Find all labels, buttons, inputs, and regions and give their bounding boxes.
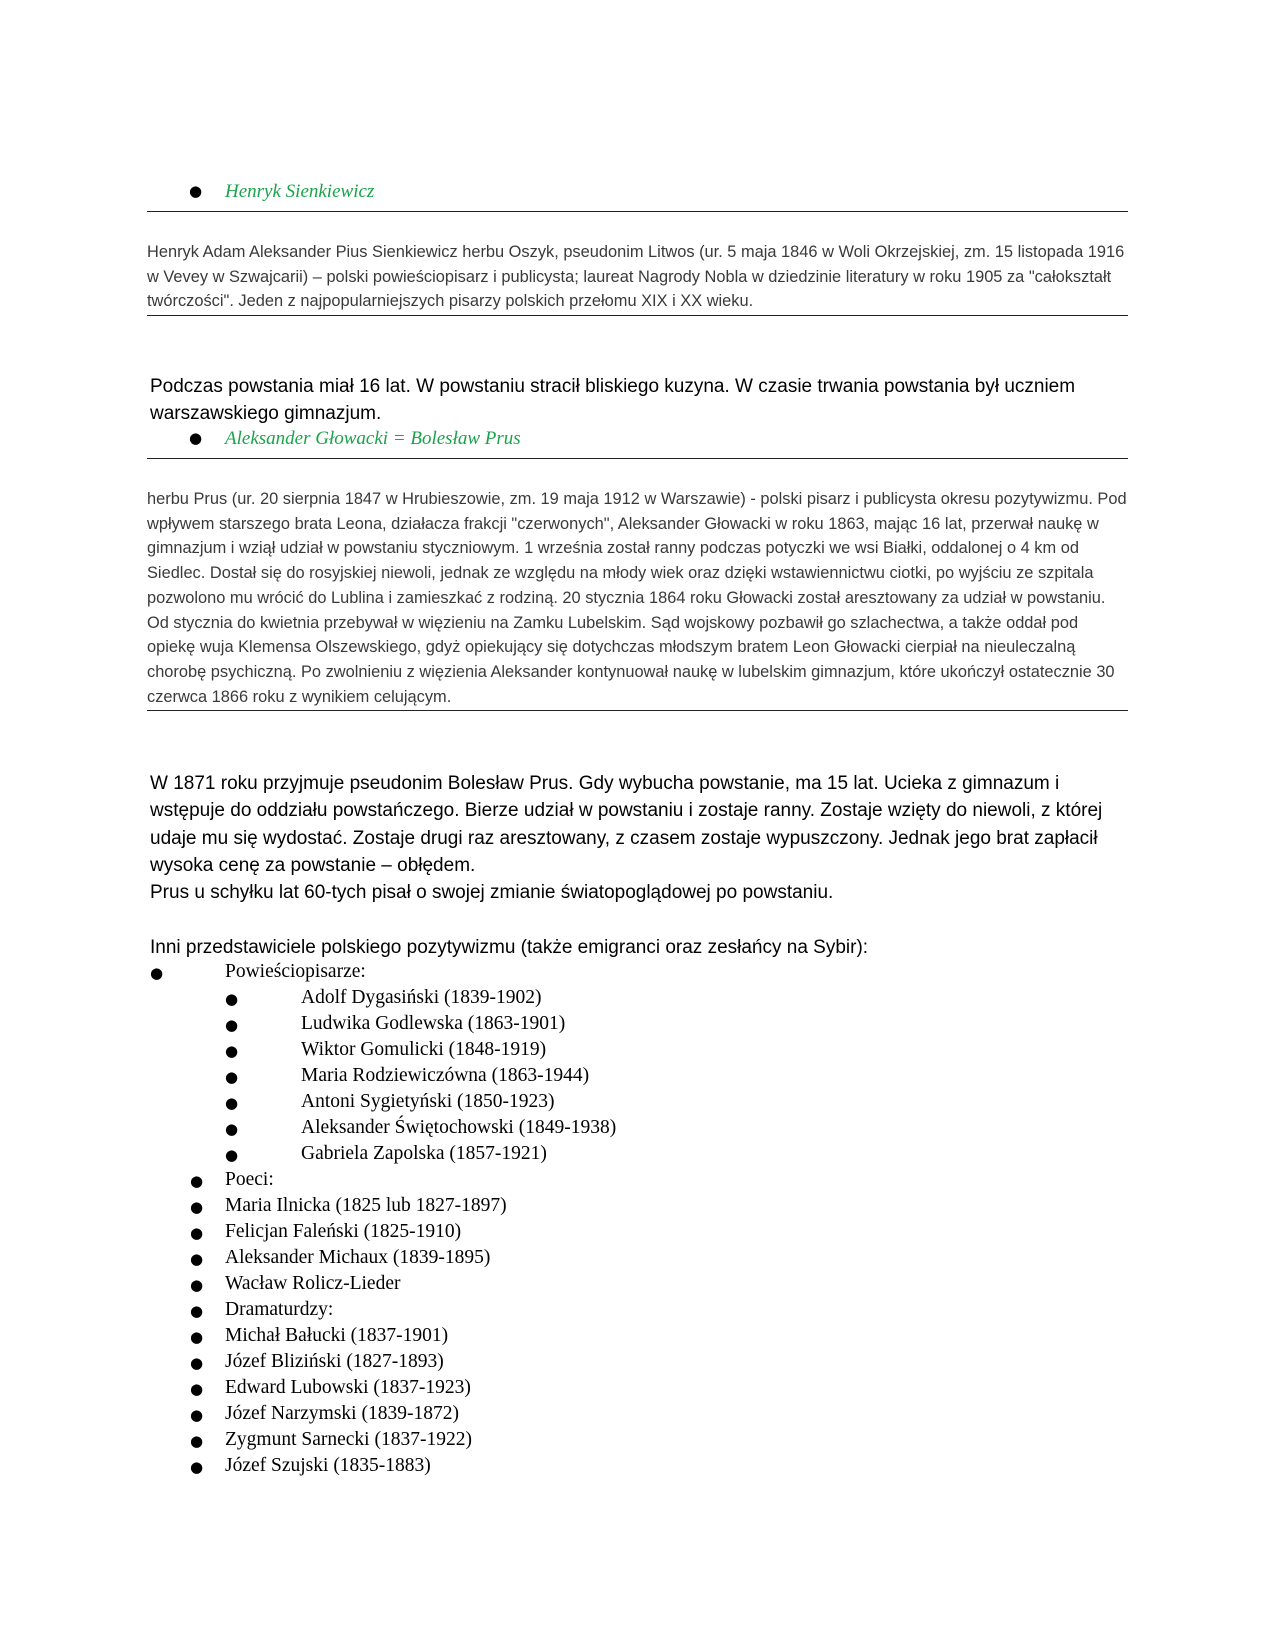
bullet-icon: ●: [225, 1094, 239, 1112]
quote-sienkiewicz: Henryk Adam Aleksander Pius Sienkiewicz herbu Oszyk, pseudonim Litwos (ur. 5 maja 1846 w Woli Okrzejskiej, zm. 15 listopada 1916 w Vevey w Szwajcarii) – polski powieściopisarz i publicysta; laureat Nagrody Nobla w dziedzinie literatury w roku 1905 za "całokształt twórczości". Jeden z najpopularniejszych pisarzy polskich przełomu XIX i XX wieku.: [147, 240, 1128, 316]
bullet-icon: ●: [190, 1198, 204, 1216]
paragraph-prus-worldview: Prus u schyłku lat 60-tych pisał o swojej zmianie światopoglądowej po powstaniu.: [150, 882, 834, 903]
list-item-text: Poeci:: [225, 1169, 274, 1190]
list-item-text: Wacław Rolicz-Lieder: [225, 1273, 401, 1294]
bullet-icon: ●: [225, 1120, 239, 1138]
list-item-text: Zygmunt Sarnecki (1837-1922): [225, 1429, 472, 1450]
paragraph-other-positivists: Inni przedstawiciele polskiego pozytywizmu (także emigranci oraz zesłańcy na Sybir):: [150, 937, 869, 958]
heading-link-prus[interactable]: Aleksander Głowacki = Bolesław Prus: [225, 428, 521, 449]
heading-link-sienkiewicz[interactable]: Henryk Sienkiewicz: [225, 181, 375, 202]
paragraph-prus-pseudonym: W 1871 roku przyjmuje pseudonim Bolesław Prus. Gdy wybucha powstanie, ma 15 lat. Ucieka z gimnazum i wstępuje do oddziału powstańczego. Bierze udział w powstaniu i zostaje ranny. Zostaje wzięty do niewoli, z której udaje mu się wydostać. Zostaje drugi raz aresztowany, z czasem zostaje wypuszczony. Jednak jego brat zapłacił wysoka cenę za powstanie – obłędem.: [150, 773, 1103, 877]
list-item-text: Felicjan Faleński (1825-1910): [225, 1221, 462, 1242]
list-item-text: Adolf Dygasiński (1839-1902): [301, 987, 542, 1008]
list-item-text: Maria Ilnicka (1825 lub 1827-1897): [225, 1195, 507, 1216]
bullet-icon: ●: [189, 182, 203, 200]
bullet-icon: ●: [190, 1432, 204, 1450]
list-item-text: Józef Szujski (1835-1883): [225, 1455, 431, 1476]
bullet-icon: ●: [189, 429, 203, 447]
bullet-icon: ●: [190, 1250, 204, 1268]
bullet-icon: ●: [225, 990, 239, 1008]
heading-sienkiewicz: [147, 181, 1128, 212]
bullet-icon: ●: [190, 1172, 204, 1190]
bullet-icon: ●: [225, 1068, 239, 1086]
bullet-icon: ●: [190, 1276, 204, 1294]
list-item-text: Ludwika Godlewska (1863-1901): [301, 1013, 566, 1034]
paragraph-sienkiewicz-uprising: Podczas powstania miał 16 lat. W powstaniu stracił bliskiego kuzyna. W czasie trwania powstania był uczniem warszawskiego gimnazjum.: [150, 376, 1076, 425]
bullet-icon: ●: [190, 1354, 204, 1372]
bullet-icon: ●: [190, 1380, 204, 1398]
bullet-icon: ●: [190, 1302, 204, 1320]
list-item-text: Aleksander Świętochowski (1849-1938): [301, 1117, 617, 1138]
bullet-icon: ●: [190, 1458, 204, 1476]
heading-prus: [147, 428, 1128, 459]
list-item-text: Antoni Sygietyński (1850-1923): [301, 1091, 555, 1112]
list-item-text: Józef Narzymski (1839-1872): [225, 1403, 459, 1424]
list-item-text: Michał Bałucki (1837-1901): [225, 1325, 449, 1346]
bullet-icon: ●: [225, 1016, 239, 1034]
bullet-icon: ●: [190, 1406, 204, 1424]
list-item-text: Edward Lubowski (1837-1923): [225, 1377, 471, 1398]
list-item-text: Aleksander Michaux (1839-1895): [225, 1247, 491, 1268]
bullet-icon: ●: [225, 1042, 239, 1060]
list-item-text: Józef Bliziński (1827-1893): [225, 1351, 444, 1372]
bullet-icon: ●: [225, 1146, 239, 1164]
bullet-icon: ●: [190, 1224, 204, 1242]
list-item-text: Gabriela Zapolska (1857-1921): [301, 1143, 547, 1164]
list-item-text: Maria Rodziewiczówna (1863-1944): [301, 1065, 590, 1086]
bullet-icon: ●: [150, 964, 164, 982]
list-item-label: Powieściopisarze:: [225, 961, 366, 982]
quote-prus: herbu Prus (ur. 20 sierpnia 1847 w Hrubieszowie, zm. 19 maja 1912 w Warszawie) - polski pisarz i publicysta okresu pozytywizmu. Pod wpływem starszego brata Leona, działacza frakcji "czerwonych", Aleksander Głowacki w roku 1863, mając 16 lat, przerwał naukę w gimnazjum i wziął udział w powstaniu styczniowym. 1 września został ranny podczas potyczki we wsi Białki, oddalonej o 4 km od Siedlec. Dostał się do rosyjskiej niewoli, jednak ze względu na młody wiek oraz dzięki wstawiennictwu ciotki, po wyjściu ze szpitala pozwolono mu wrócić do Lublina i zamieszkać z rodziną. 20 stycznia 1864 roku Głowacki został aresztowany za udział w powstaniu. Od stycznia do kwietnia przebywał w więzieniu na Zamku Lubelskim. Sąd wojskowy pozbawił go szlachectwa, a także oddał pod opiekę wuja Klemensa Olszewskiego, gdyż opiekujący się dotychczas młodszym bratem Leon Głowacki cierpiał na nieuleczalną chorobę psychiczną. Po zwolnieniu z więzienia Aleksander kontynuował naukę w lubelskim gimnazjum, które ukończył ostatecznie 30 czerwca 1866 roku z wynikiem celującym.: [147, 487, 1128, 711]
bullet-icon: ●: [190, 1328, 204, 1346]
list-item-text: Wiktor Gomulicki (1848-1919): [301, 1039, 547, 1060]
list-item-text: Dramaturdzy:: [225, 1299, 334, 1320]
